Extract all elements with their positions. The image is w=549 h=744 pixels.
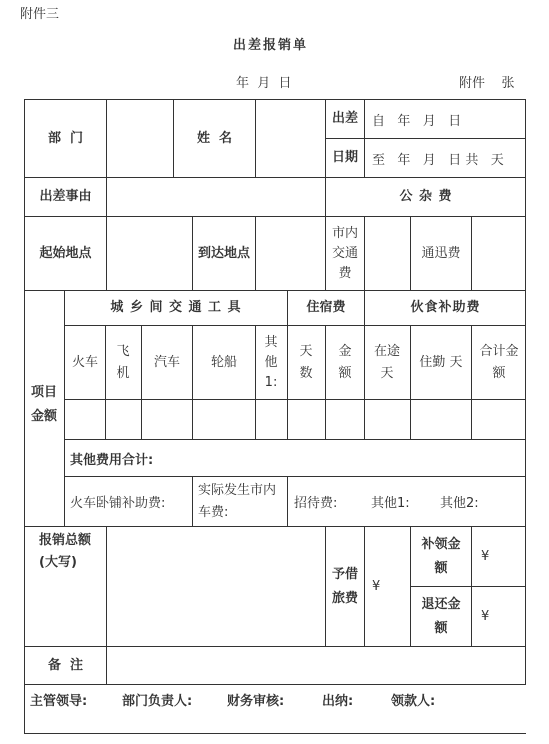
date-label: 日期 <box>331 150 358 165</box>
transport-header: 城 乡 间 交 通 工 具 <box>110 300 242 315</box>
to-date: 至 年 月 日 共 天 <box>372 152 504 168</box>
plane-column: 飞机 <box>116 343 130 381</box>
on-duty-days-column: 住勤 天 <box>419 354 463 370</box>
other1-label: 其他1: <box>371 496 410 511</box>
trip-label: 出差 <box>331 111 358 126</box>
on-road-days-column: 在途天 <box>373 343 400 381</box>
other1-column: 其他1: <box>264 334 278 390</box>
subtotal-column: 合计金额 <box>479 343 519 381</box>
total-amount-label: 报销总额(大写) <box>39 533 92 570</box>
date-line: 年 月 日 <box>236 76 292 91</box>
comm-fee-label: 通迅费 <box>421 245 461 261</box>
dept-head-label: 部门负责人: <box>122 694 193 709</box>
refund-yuan: ¥ <box>481 549 490 564</box>
dept-label: 部 门 <box>47 130 84 146</box>
return-yuan: ¥ <box>481 609 490 624</box>
cashier-label: 出纳: <box>322 694 354 709</box>
receiver-label: 领款人: <box>391 694 436 709</box>
other-total-label: 其他费用合计: <box>70 452 154 468</box>
refund-label: 补领金额 <box>421 536 461 576</box>
advance-label: 予借旅费 <box>331 566 358 606</box>
misc-fee-label: 公 杂 费 <box>399 189 453 204</box>
finance-review-label: 财务审核: <box>227 694 285 709</box>
attachment-count: 附件 张 <box>459 76 515 91</box>
bus-column: 汽车 <box>153 354 180 370</box>
train-column: 火车 <box>71 354 98 370</box>
other2-label: 其他2: <box>440 496 479 511</box>
supervisor-label: 主管领导: <box>30 694 88 709</box>
name-label: 姓 名 <box>196 130 233 146</box>
form-title: 出差报销单 <box>233 38 309 53</box>
reason-label: 出差事由 <box>39 189 92 204</box>
amount-column: 金额 <box>338 343 352 381</box>
return-label: 退还金额 <box>421 596 461 636</box>
attachment-label: 附件三 <box>20 7 60 22</box>
item-amount-label: 项目金额 <box>30 385 57 424</box>
actual-local-fare-label: 实际发生市内车费: <box>198 482 277 520</box>
sleeper-allowance-label: 火车卧铺补助费: <box>70 496 166 511</box>
from-date: 自 年 月 日 <box>372 113 462 129</box>
arrival-label: 到达地点 <box>198 245 251 261</box>
advance-yuan: ¥ <box>372 579 381 594</box>
days-column: 天数 <box>299 343 313 381</box>
local-transport-label: 市内交通费 <box>331 225 358 281</box>
ship-column: 轮船 <box>210 354 237 370</box>
hospitality-label: 招待费: <box>294 496 338 511</box>
origin-label: 起始地点 <box>39 245 92 261</box>
meal-allowance-header: 伙食补助费 <box>410 300 481 315</box>
remark-label: 备 注 <box>47 657 84 673</box>
lodging-header: 住宿费 <box>306 300 346 315</box>
